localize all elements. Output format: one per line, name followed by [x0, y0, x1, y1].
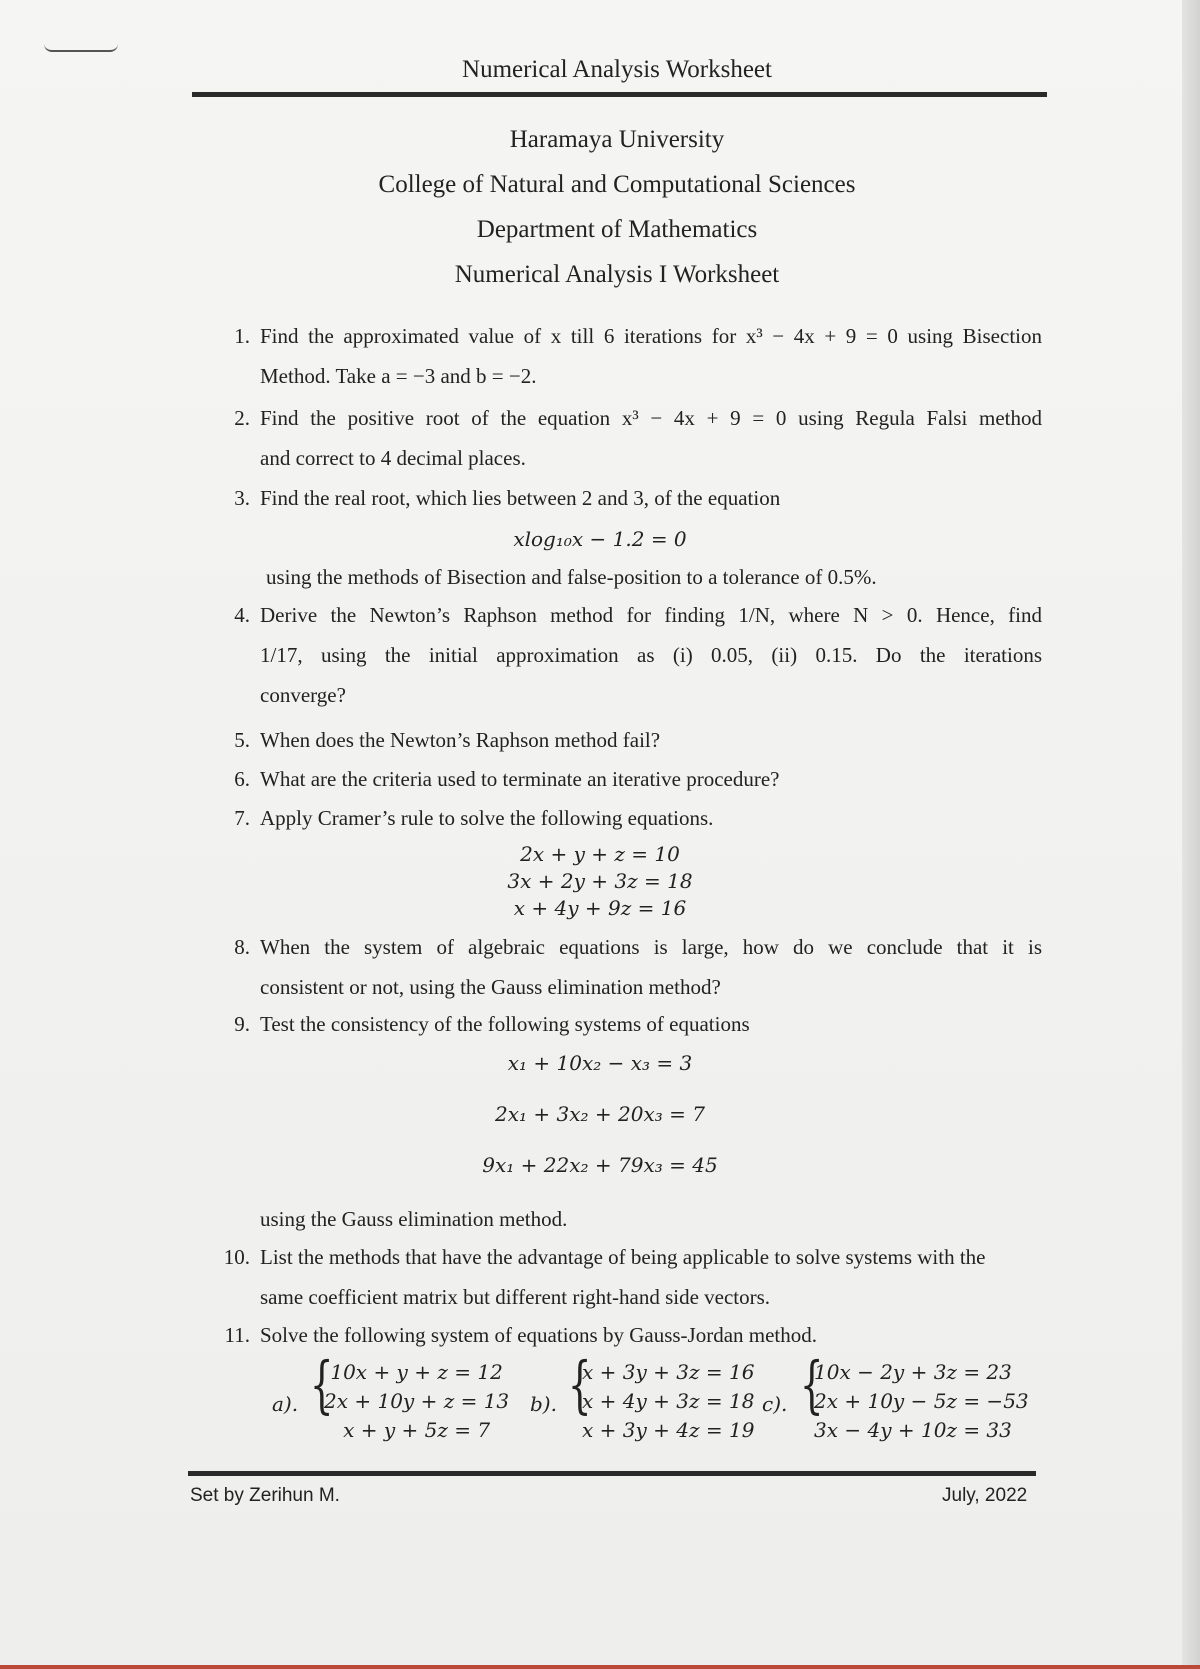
question-text: Find the positive root of the equation x³ − 4x + 9 = 0 using Regula Falsi method [260, 406, 1042, 430]
question-number: 1. [234, 324, 250, 348]
question-text: using the methods of Bisection and false-position to a tolerance of 0.5%. [266, 565, 877, 589]
equation-q7-3: x + 4y + 9z = 16 [513, 896, 687, 920]
system-rows [582, 1360, 754, 1447]
question-number: 9. [234, 1012, 250, 1036]
system-label: b). [530, 1392, 557, 1416]
equation-q7-2: 3x + 2y + 3z = 18 [507, 869, 693, 893]
system-label: a). [272, 1392, 299, 1416]
question-number: 3. [234, 486, 250, 510]
question-text: Find the approximated value of x till 6 iterations for x³ − 4x + 9 = 0 using Bisection [260, 324, 1042, 348]
question-text: same coefficient matrix but different right-hand side vectors. [260, 1285, 771, 1309]
question-text: Derive the Newton’s Raphson method for finding 1/N, where N > 0. Hence, find [260, 603, 1042, 627]
system-equation: 2x + 10y − 5z = −53 [814, 1389, 1029, 1413]
equation-q9-3: 9x₁ + 22x₂ + 79x₃ = 45 [482, 1153, 718, 1177]
footer-author: Set by Zerihun M. [190, 1485, 340, 1506]
system-equation: 2x + 10y + z = 13 [324, 1389, 510, 1413]
system-equation: 10x − 2y + 3z = 23 [814, 1360, 1012, 1384]
question-text: Method. Take a = −3 and b = −2. [260, 364, 537, 388]
equation-q9-2: 2x₁ + 3x₂ + 20x₃ = 7 [495, 1102, 705, 1126]
pen-mark [44, 44, 118, 52]
brace-symbol: { [799, 1348, 824, 1421]
equation-q9-1: x₁ + 10x₂ − x₃ = 3 [507, 1051, 693, 1075]
system-equation: 10x + y + z = 12 [330, 1360, 503, 1384]
question-text: 1/17, using the initial approximation as (i) 0.05, (ii) 0.15. Do the iterations [260, 643, 1042, 667]
question-number: 4. [234, 603, 250, 627]
question-text: using the Gauss elimination method. [260, 1207, 568, 1231]
question-text: List the methods that have the advantage of being applicable to solve systems with the [260, 1245, 986, 1269]
system-equation: x + 3y + 4z = 19 [582, 1418, 755, 1442]
question-text: When does the Newton’s Raphson method fail? [260, 728, 661, 752]
course-title: Numerical Analysis I Worksheet [454, 261, 780, 288]
university-name: Haramaya University [509, 126, 725, 153]
system-rows [814, 1360, 1029, 1447]
question-text: Solve the following system of equations by Gauss-Jordan method. [260, 1323, 818, 1347]
question-text: Find the real root, which lies between 2 and 3, of the equation [260, 486, 781, 510]
question-text: When the system of algebraic equations is large, how do we conclude that it is [260, 935, 1042, 959]
system-equation: x + 3y + 3z = 16 [582, 1360, 755, 1384]
header-title: Numerical Analysis Worksheet [462, 56, 772, 83]
question-text: What are the criteria used to terminate an iterative procedure? [260, 767, 780, 791]
brace-symbol: { [567, 1348, 592, 1421]
question-text: Test the consistency of the following systems of equations [260, 1012, 750, 1036]
header-rule [192, 92, 1047, 97]
question-number: 7. [234, 806, 250, 830]
system-equation: x + y + 5z = 7 [343, 1418, 491, 1442]
equation-q3: xlog₁₀x − 1.2 = 0 [513, 527, 687, 551]
department-name: Department of Mathematics [476, 216, 758, 243]
question-text: and correct to 4 decimal places. [260, 446, 526, 470]
question-number: 2. [234, 406, 250, 430]
college-name: College of Natural and Computational Sciences [378, 171, 856, 198]
footer-rule [188, 1471, 1036, 1476]
system-equation: x + 4y + 3z = 18 [582, 1389, 755, 1413]
question-number: 11. [224, 1323, 250, 1347]
question-number: 5. [234, 728, 250, 752]
question-text: Apply Cramer’s rule to solve the following equations. [260, 806, 714, 830]
question-number: 8. [234, 935, 250, 959]
system-label: c). [762, 1392, 788, 1416]
brace-symbol: { [309, 1348, 334, 1421]
system-equation: 3x − 4y + 10z = 33 [814, 1418, 1012, 1442]
question-number: 6. [234, 767, 250, 791]
question-text: consistent or not, using the Gauss elimination method? [260, 975, 721, 999]
question-number: 10. [223, 1245, 250, 1269]
paper-bottom-edge [0, 1665, 1200, 1669]
system-rows [324, 1360, 509, 1447]
paper-edge [1182, 0, 1200, 1669]
equation-q7-1: 2x + y + z = 10 [520, 842, 680, 866]
question-text: converge? [260, 683, 346, 707]
footer-date: July, 2022 [942, 1485, 1028, 1506]
